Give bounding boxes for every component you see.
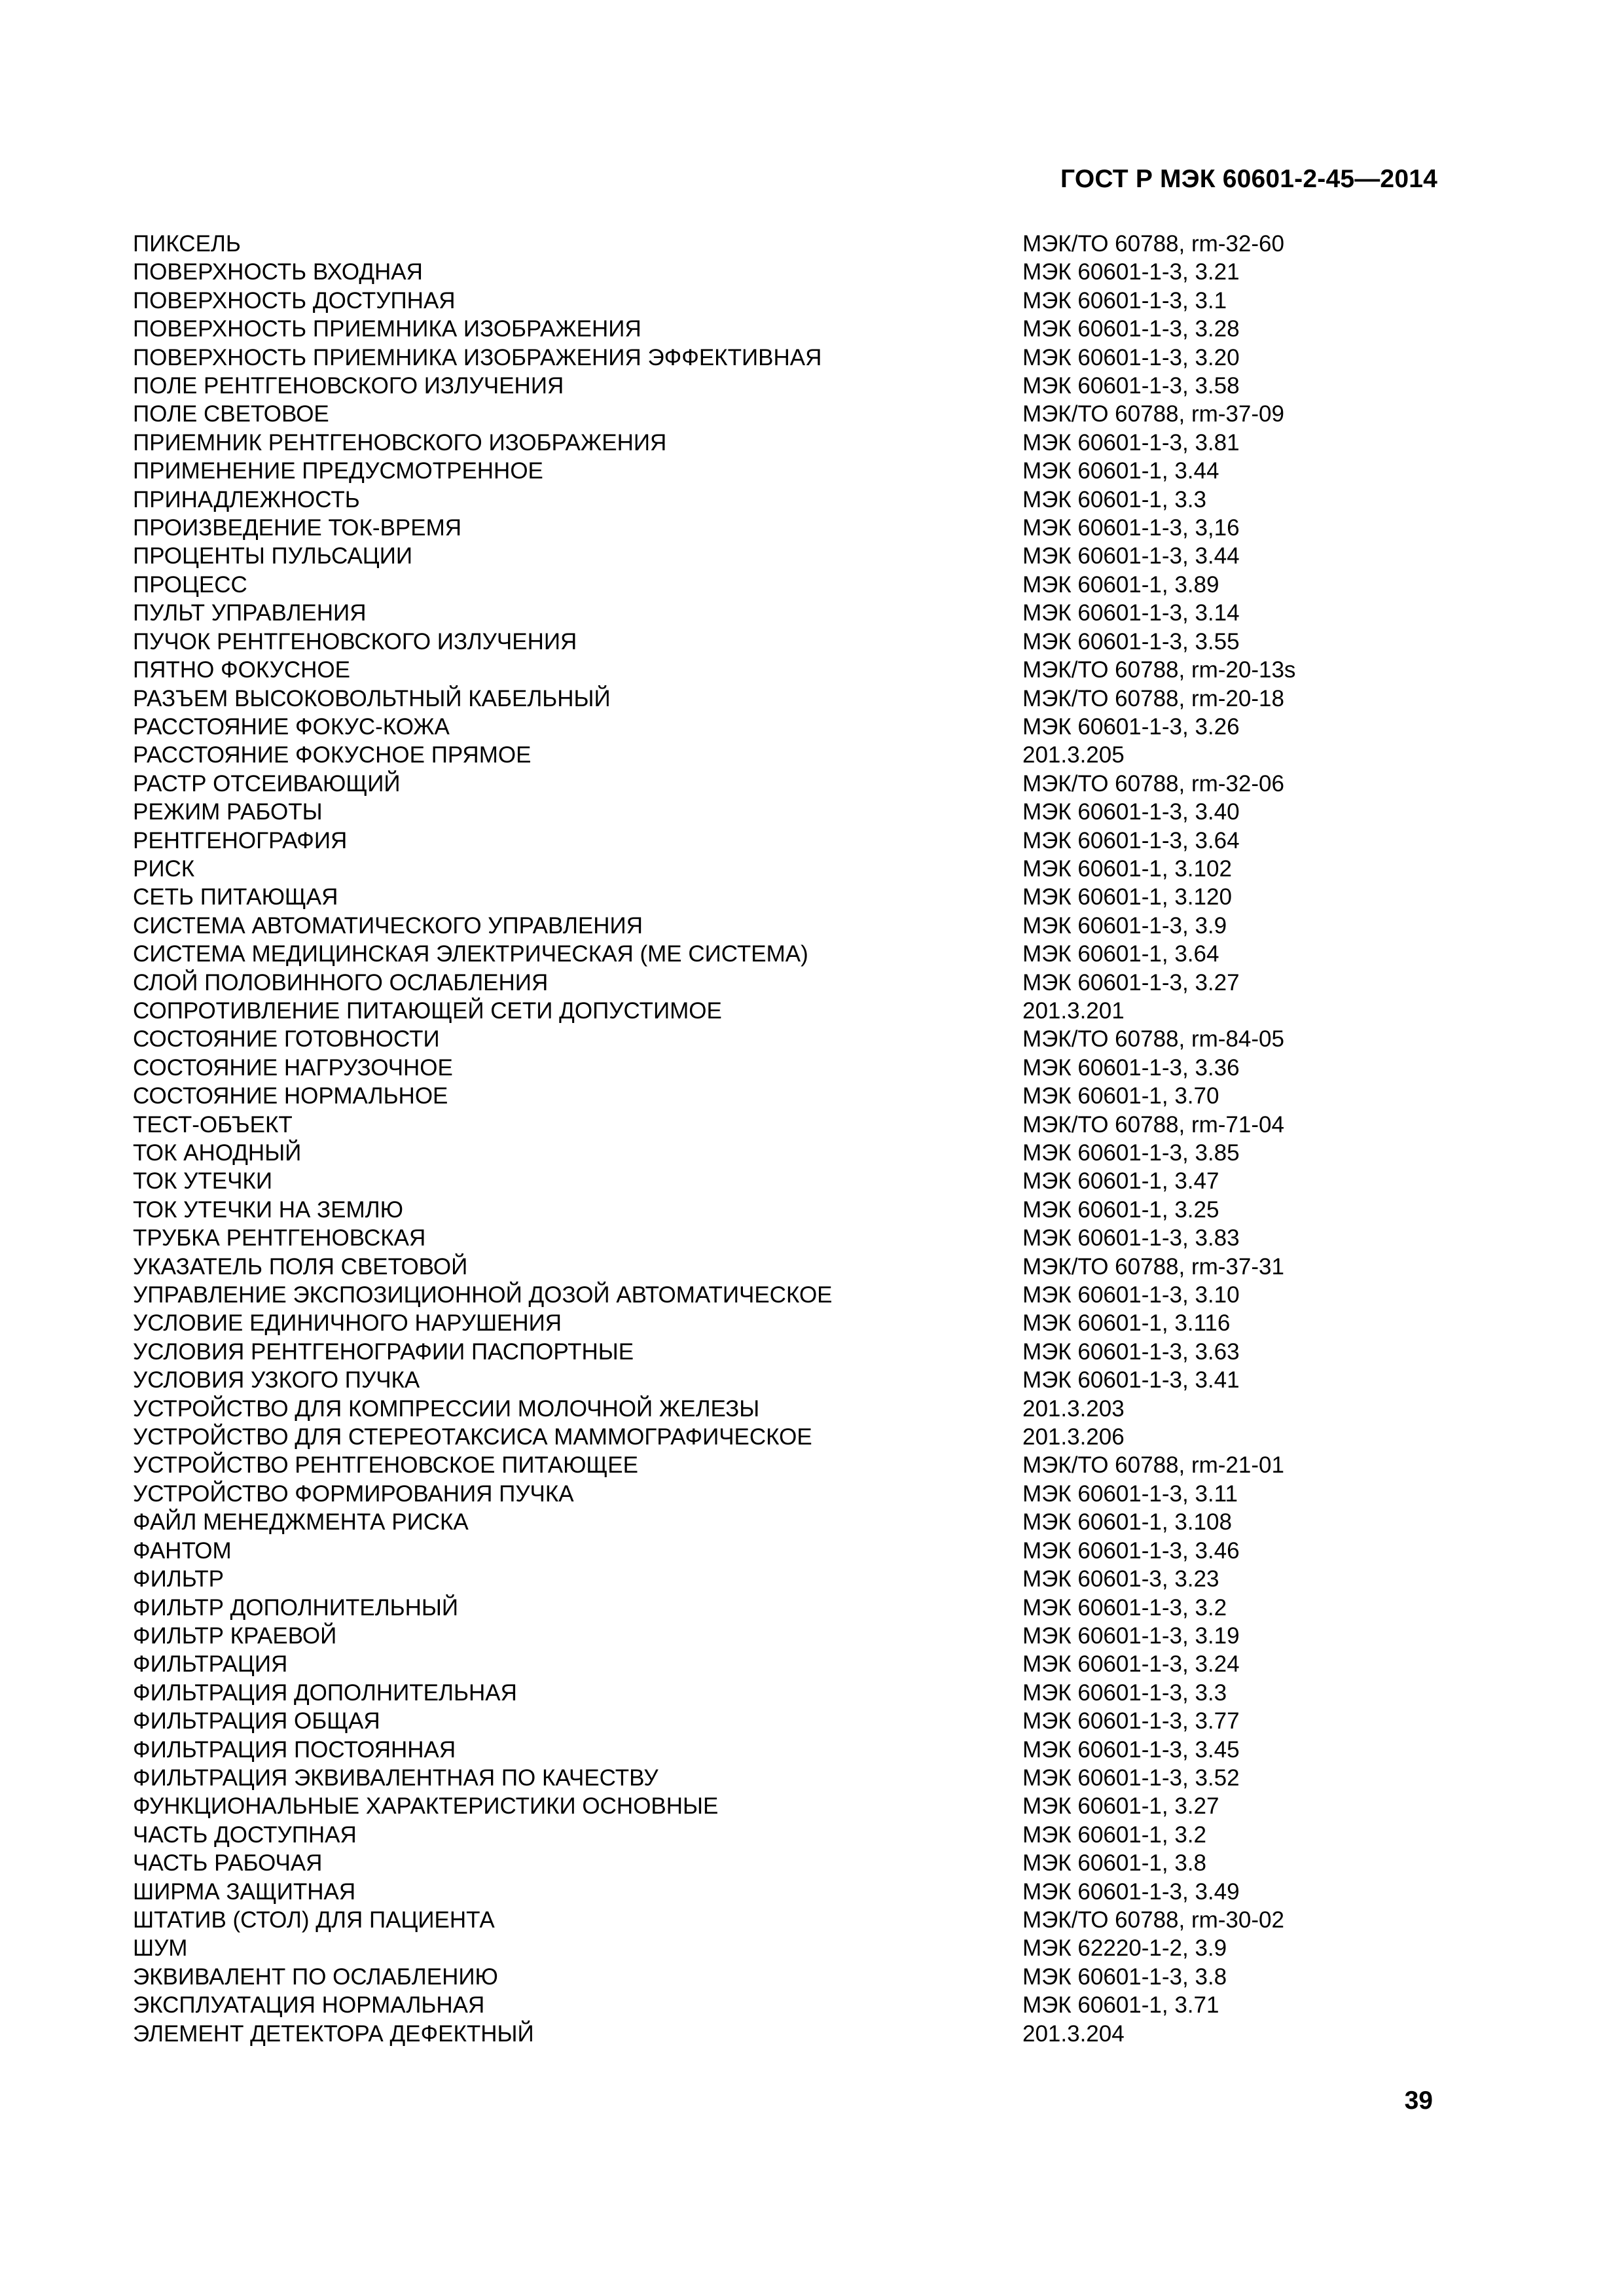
index-entry	[133, 770, 1311, 798]
index-term: СИСТЕМА АВТОМАТИЧЕСКОГО УПРАВЛЕНИЯ	[133, 912, 643, 939]
index-entry	[133, 1054, 1311, 1082]
index-entry	[133, 542, 1311, 570]
index-term: ФИЛЬТРАЦИЯ ОБЩАЯ	[133, 1708, 380, 1734]
index-entry	[133, 486, 1311, 514]
index-entry	[133, 628, 1311, 656]
index-entry	[133, 1650, 1311, 1678]
index-term: РАЗЪЕМ ВЫСОКОВОЛЬТНЫЙ КАБЕЛЬНЫЙ	[133, 685, 611, 711]
index-term: УСТРОЙСТВО ДЛЯ СТЕРЕОТАКСИСА МАММОГРАФИЧЕСКОЕ	[133, 1424, 812, 1450]
index-entry	[133, 1764, 1311, 1792]
index-term: СОСТОЯНИЕ ГОТОВНОСТИ	[133, 1026, 440, 1052]
index-term: ФИЛЬТР	[133, 1566, 224, 1592]
index-reference: МЭК 60601-1-3, 3.20	[1022, 344, 1240, 370]
index-term: ФИЛЬТРАЦИЯ ЭКВИВАЛЕНТНАЯ ПО КАЧЕСТВУ	[133, 1765, 659, 1791]
index-term: ПУЧОК РЕНТГЕНОВСКОГО ИЗЛУЧЕНИЯ	[133, 628, 577, 655]
index-reference: МЭК/ТО 60788, rm-32-06	[1022, 770, 1284, 797]
index-entry	[133, 1878, 1311, 1906]
index-entry	[133, 883, 1311, 911]
index-entry	[133, 1025, 1311, 1053]
index-reference: 201.3.204	[1022, 2020, 1125, 2047]
index-term: СОСТОЯНИЕ НАГРУЗОЧНОЕ	[133, 1054, 453, 1081]
index-reference: МЭК 60601-1, 3.102	[1022, 855, 1232, 882]
index-entry	[133, 969, 1311, 997]
index-term: СЛОЙ ПОЛОВИННОГО ОСЛАБЛЕНИЯ	[133, 969, 549, 996]
index-term: ФИЛЬТРАЦИЯ ДОПОЛНИТЕЛЬНАЯ	[133, 1679, 517, 1706]
index-entry	[133, 457, 1311, 485]
index-entry	[133, 827, 1311, 855]
index-reference: МЭК 60601-1, 3.2	[1022, 1821, 1206, 1848]
index-entry	[133, 1736, 1311, 1764]
index-reference: МЭК 60601-1, 3.3	[1022, 486, 1206, 512]
index-reference: 201.3.206	[1022, 1424, 1125, 1450]
index-entry	[133, 372, 1311, 400]
index-entry	[133, 287, 1311, 315]
index-term: СИСТЕМА МЕДИЦИНСКАЯ ЭЛЕКТРИЧЕСКАЯ (МЕ СИСТЕМА)	[133, 941, 808, 967]
index-entry	[133, 2020, 1311, 2048]
index-entry	[133, 685, 1311, 713]
index-term: ПРИМЕНЕНИЕ ПРЕДУСМОТРЕННОЕ	[133, 458, 543, 484]
index-term: ПРОИЗВЕДЕНИЕ ТОК-ВРЕМЯ	[133, 515, 462, 541]
index-entry	[133, 429, 1311, 457]
index-entry	[133, 1196, 1311, 1224]
index-term: ФИЛЬТР ДОПОЛНИТЕЛЬНЫЙ	[133, 1594, 459, 1621]
index-reference: МЭК 60601-1-3, 3.36	[1022, 1054, 1240, 1081]
index-entry	[133, 1906, 1311, 1934]
index-reference: МЭК 60601-1-3, 3.83	[1022, 1225, 1240, 1251]
index-reference: МЭК 60601-1-3, 3.44	[1022, 543, 1240, 569]
index-reference: МЭК 60601-1, 3.108	[1022, 1509, 1232, 1535]
index-reference: МЭК 60601-1-3, 3.40	[1022, 799, 1240, 825]
index-term: РЕЖИМ РАБОТЫ	[133, 799, 323, 825]
index-entry	[133, 1934, 1311, 1962]
index-term: ЭКВИВАЛЕНТ ПО ОСЛАБЛЕНИЮ	[133, 1964, 498, 1990]
index-term: ФИЛЬТРАЦИЯ ПОСТОЯННАЯ	[133, 1736, 456, 1763]
index-entry	[133, 656, 1311, 684]
index-entry	[133, 1821, 1311, 1849]
index-reference: 201.3.205	[1022, 742, 1125, 768]
index-term: ПОВЕРХНОСТЬ ПРИЕМНИКА ИЗОБРАЖЕНИЯ ЭФФЕКТИВНАЯ	[133, 344, 822, 370]
index-reference: МЭК/ТО 60788, rm-37-09	[1022, 401, 1284, 427]
index-term: УСТРОЙСТВО ФОРМИРОВАНИЯ ПУЧКА	[133, 1480, 574, 1507]
index-term: РИСК	[133, 855, 195, 882]
index-reference: МЭК 60601-1-3, 3.77	[1022, 1708, 1240, 1734]
index-reference: МЭК 60601-1, 3.47	[1022, 1168, 1219, 1194]
index-reference: МЭК 60601-1-3, 3.8	[1022, 1964, 1227, 1990]
index-entry	[133, 940, 1311, 968]
index-reference: МЭК 60601-1-3, 3.81	[1022, 429, 1240, 456]
index-term: РАССТОЯНИЕ ФОКУСНОЕ ПРЯМОЕ	[133, 742, 532, 768]
index-term: ЧАСТЬ ДОСТУПНАЯ	[133, 1821, 357, 1848]
index-reference: МЭК 60601-1, 3.27	[1022, 1793, 1219, 1820]
index-entry	[133, 1082, 1311, 1110]
index-reference: МЭК 60601-1-3, 3.63	[1022, 1338, 1240, 1365]
index-entry	[133, 1338, 1311, 1366]
index-entry	[133, 1253, 1311, 1281]
index-term: УСЛОВИЕ ЕДИНИЧНОГО НАРУШЕНИЯ	[133, 1310, 562, 1336]
index-reference: МЭК 60601-3, 3.23	[1022, 1566, 1219, 1592]
index-entry	[133, 258, 1311, 286]
page-number: 39	[1404, 2087, 1433, 2115]
index-term: ТРУБКА РЕНТГЕНОВСКАЯ	[133, 1225, 426, 1251]
index-entry	[133, 997, 1311, 1025]
index-entry	[133, 230, 1311, 258]
index-entry	[133, 599, 1311, 627]
index-entry	[133, 1139, 1311, 1167]
index-term: ПРОЦЕНТЫ ПУЛЬСАЦИИ	[133, 543, 413, 569]
index-reference: МЭК/ТО 60788, rm-71-04	[1022, 1111, 1284, 1138]
index-reference: МЭК 60601-1-3, 3.27	[1022, 969, 1240, 996]
term-index-list	[133, 230, 1311, 2048]
index-term: ПРИЕМНИК РЕНТГЕНОВСКОГО ИЗОБРАЖЕНИЯ	[133, 429, 667, 456]
index-entry	[133, 1508, 1311, 1536]
index-term: ПРОЦЕСС	[133, 571, 247, 598]
index-entry	[133, 1537, 1311, 1565]
index-term: УКАЗАТЕЛЬ ПОЛЯ СВЕТОВОЙ	[133, 1253, 468, 1280]
index-reference: МЭК/ТО 60788, rm-30-02	[1022, 1907, 1284, 1933]
index-reference: 201.3.201	[1022, 997, 1125, 1024]
index-entry	[133, 1849, 1311, 1877]
index-reference: МЭК/ТО 60788, rm-20-18	[1022, 685, 1284, 711]
index-term: ЧАСТЬ РАБОЧАЯ	[133, 1850, 323, 1876]
index-reference: МЭК/ТО 60788, rm-84-05	[1022, 1026, 1284, 1052]
index-term: СЕТЬ ПИТАЮЩАЯ	[133, 884, 338, 910]
index-reference: МЭК 60601-1-3, 3.85	[1022, 1140, 1240, 1166]
index-reference: МЭК 60601-1, 3.25	[1022, 1196, 1219, 1223]
index-reference: МЭК/ТО 60788, rm-20-13s	[1022, 657, 1296, 683]
index-entry	[133, 1963, 1311, 1991]
index-entry	[133, 1395, 1311, 1423]
index-entry	[133, 741, 1311, 769]
index-reference: МЭК/ТО 60788, rm-21-01	[1022, 1452, 1284, 1479]
index-term: РАСТР ОТСЕИВАЮЩИЙ	[133, 770, 401, 797]
index-term: ПОЛЕ РЕНТГЕНОВСКОГО ИЗЛУЧЕНИЯ	[133, 373, 564, 399]
index-term: ПОВЕРХНОСТЬ ПРИЕМНИКА ИЗОБРАЖЕНИЯ	[133, 316, 641, 342]
index-term: СОПРОТИВЛЕНИЕ ПИТАЮЩЕЙ СЕТИ ДОПУСТИМОЕ	[133, 997, 722, 1024]
index-entry	[133, 315, 1311, 343]
index-term: ФИЛЬТРАЦИЯ	[133, 1651, 288, 1677]
index-reference: МЭК/ТО 60788, rm-32-60	[1022, 231, 1284, 257]
index-reference: МЭК 60601-1-3, 3.49	[1022, 1878, 1240, 1905]
index-term: ФАЙЛ МЕНЕДЖМЕНТА РИСКА	[133, 1509, 469, 1535]
index-entry	[133, 713, 1311, 741]
index-term: УСТРОЙСТВО ДЛЯ КОМПРЕССИИ МОЛОЧНОЙ ЖЕЛЕЗЫ	[133, 1395, 760, 1422]
index-term: СОСТОЯНИЕ НОРМАЛЬНОЕ	[133, 1083, 448, 1109]
index-entry	[133, 1480, 1311, 1508]
index-term: ПРИНАДЛЕЖНОСТЬ	[133, 486, 360, 512]
document-header-title: ГОСТ Р МЭК 60601-2-45—2014	[1060, 165, 1437, 193]
index-term: УСЛОВИЯ РЕНТГЕНОГРАФИИ ПАСПОРТНЫЕ	[133, 1338, 634, 1365]
index-reference: МЭК 60601-1-3, 3.45	[1022, 1736, 1240, 1763]
index-entry	[133, 1281, 1311, 1309]
index-entry	[133, 798, 1311, 826]
index-term: ФАНТОМ	[133, 1537, 232, 1564]
index-reference: МЭК 62220-1-2, 3.9	[1022, 1935, 1227, 1962]
index-reference: МЭК 60601-1, 3.71	[1022, 1992, 1219, 2018]
index-entry	[133, 1594, 1311, 1622]
index-term: ТОК УТЕЧКИ	[133, 1168, 272, 1194]
index-reference: МЭК 60601-1-3, 3.3	[1022, 1679, 1227, 1706]
index-entry	[133, 1622, 1311, 1650]
index-reference: МЭК 60601-1, 3.8	[1022, 1850, 1206, 1876]
index-reference: МЭК 60601-1-3, 3.19	[1022, 1623, 1240, 1649]
index-reference: МЭК 60601-1-3, 3.28	[1022, 316, 1240, 342]
index-term: ШУМ	[133, 1935, 188, 1962]
index-term: ЭКСПЛУАТАЦИЯ НОРМАЛЬНАЯ	[133, 1992, 485, 2018]
index-reference: МЭК 60601-1-3, 3.46	[1022, 1537, 1240, 1564]
index-entry	[133, 571, 1311, 599]
index-entry	[133, 855, 1311, 883]
index-reference: МЭК 60601-1, 3.64	[1022, 941, 1219, 967]
index-term: ТОК УТЕЧКИ НА ЗЕМЛЮ	[133, 1196, 404, 1223]
index-reference: МЭК 60601-1-3, 3.14	[1022, 600, 1240, 626]
index-term: ФУНКЦИОНАЛЬНЫЕ ХАРАКТЕРИСТИКИ ОСНОВНЫЕ	[133, 1793, 719, 1820]
index-reference: МЭК 60601-1, 3.116	[1022, 1310, 1231, 1336]
index-reference: МЭК 60601-1-3, 3.24	[1022, 1651, 1240, 1677]
index-reference: МЭК 60601-1-3, 3.41	[1022, 1367, 1240, 1393]
index-term: УСЛОВИЯ УЗКОГО ПУЧКА	[133, 1367, 420, 1393]
index-term: УСТРОЙСТВО РЕНТГЕНОВСКОЕ ПИТАЮЩЕЕ	[133, 1452, 638, 1479]
index-entry	[133, 344, 1311, 372]
index-entry	[133, 1111, 1311, 1139]
index-entry	[133, 1309, 1311, 1337]
index-reference: МЭК 60601-1, 3.44	[1022, 458, 1219, 484]
index-reference: 201.3.203	[1022, 1395, 1125, 1422]
index-reference: МЭК 60601-1-3, 3.2	[1022, 1594, 1227, 1621]
index-reference: МЭК 60601-1-3, 3.10	[1022, 1282, 1240, 1308]
index-reference: МЭК 60601-1-3, 3.26	[1022, 713, 1240, 740]
index-term: ПОВЕРХНОСТЬ ВХОДНАЯ	[133, 259, 423, 285]
index-term: РЕНТГЕНОГРАФИЯ	[133, 827, 348, 853]
index-reference: МЭК 60601-1-3, 3.21	[1022, 259, 1240, 285]
index-term: ТЕСТ-ОБЪЕКТ	[133, 1111, 293, 1138]
index-entry	[133, 1423, 1311, 1451]
index-term: ШИРМА ЗАЩИТНАЯ	[133, 1878, 356, 1905]
index-entry	[133, 1366, 1311, 1394]
index-entry	[133, 1224, 1311, 1252]
index-reference: МЭК 60601-1-3, 3.9	[1022, 912, 1227, 939]
index-term: ЭЛЕМЕНТ ДЕТЕКТОРА ДЕФЕКТНЫЙ	[133, 2020, 534, 2047]
index-term: ШТАТИВ (СТОЛ) ДЛЯ ПАЦИЕНТА	[133, 1907, 495, 1933]
index-term: ПОЛЕ СВЕТОВОЕ	[133, 401, 329, 427]
index-term: ПИКСЕЛЬ	[133, 231, 241, 257]
index-term: УПРАВЛЕНИЕ ЭКСПОЗИЦИОННОЙ ДОЗОЙ АВТОМАТИЧЕСКОЕ	[133, 1282, 833, 1308]
index-term: ПОВЕРХНОСТЬ ДОСТУПНАЯ	[133, 287, 456, 314]
index-term: РАССТОЯНИЕ ФОКУС-КОЖА	[133, 713, 450, 740]
index-entry	[133, 1451, 1311, 1479]
index-entry	[133, 1679, 1311, 1707]
index-entry	[133, 1565, 1311, 1593]
index-term: ФИЛЬТР КРАЕВОЙ	[133, 1623, 337, 1649]
index-entry	[133, 400, 1311, 428]
index-reference: МЭК 60601-1-3, 3.64	[1022, 827, 1240, 853]
index-reference: МЭК 60601-1, 3.89	[1022, 571, 1219, 598]
index-reference: МЭК 60601-1-3, 3.55	[1022, 628, 1240, 655]
index-reference: МЭК 60601-1-3, 3,16	[1022, 515, 1240, 541]
index-reference: МЭК 60601-1, 3.70	[1022, 1083, 1219, 1109]
index-reference: МЭК 60601-1-3, 3.58	[1022, 373, 1240, 399]
index-term: ПУЛЬТ УПРАВЛЕНИЯ	[133, 600, 367, 626]
index-reference: МЭК 60601-1-3, 3.52	[1022, 1765, 1240, 1791]
index-entry	[133, 514, 1311, 542]
index-entry	[133, 912, 1311, 940]
index-term: ПЯТНО ФОКУСНОЕ	[133, 657, 351, 683]
index-entry	[133, 1167, 1311, 1195]
index-term: ТОК АНОДНЫЙ	[133, 1140, 302, 1166]
index-reference: МЭК/ТО 60788, rm-37-31	[1022, 1253, 1284, 1280]
index-reference: МЭК 60601-1-3, 3.1	[1022, 287, 1227, 314]
index-entry	[133, 1991, 1311, 2019]
index-entry	[133, 1707, 1311, 1735]
index-entry	[133, 1792, 1311, 1820]
index-reference: МЭК 60601-1-3, 3.11	[1022, 1480, 1238, 1507]
index-reference: МЭК 60601-1, 3.120	[1022, 884, 1232, 910]
